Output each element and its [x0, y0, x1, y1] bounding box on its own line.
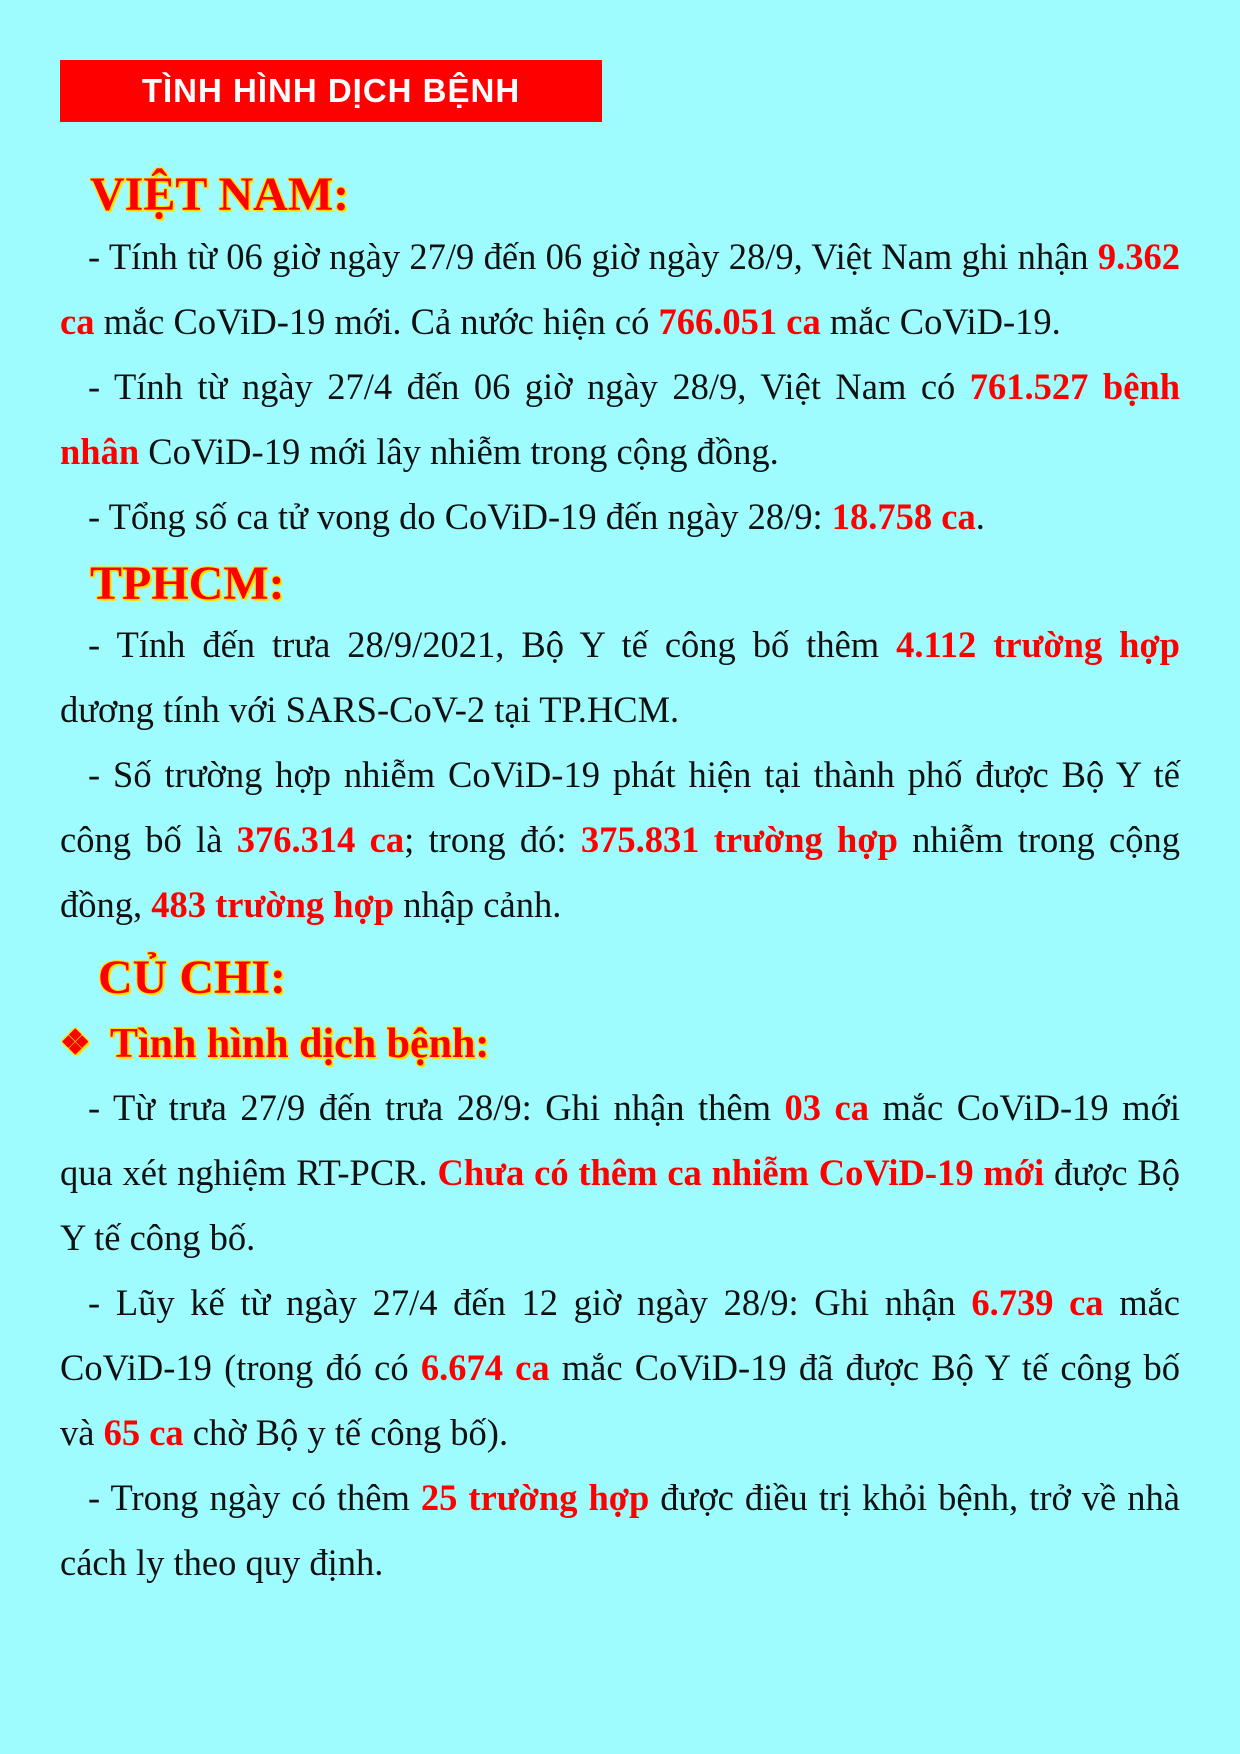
- text: mắc CoViD-19 mới qua xét nghiệm RT-PCR.: [60, 1087, 1181, 1194]
- text: nhập cảnh.: [394, 884, 562, 926]
- text: được điều trị khỏi bệnh, trở về nhà cách ly theo quy định.: [60, 1477, 1180, 1584]
- highlight-total-cases: 766.051 ca: [658, 300, 821, 342]
- text: - Tính từ 06 giờ ngày 27/9 đến 06 giờ ngày 28/9, Việt Nam ghi nhận: [88, 235, 1098, 277]
- text: - Số trường hợp nhiễm CoViD-19 phát hiện tại thành phố được Bộ Y tế công bố là: [60, 754, 1180, 861]
- text: nhiễm trong cộng đồng,: [60, 819, 1181, 926]
- cuchi-paragraph-2: [60, 1270, 1180, 1465]
- section-heading-hcm: TPHCM:: [90, 556, 285, 610]
- text: được Bộ Y tế công bố.: [60, 1152, 1180, 1259]
- cuchi-subheading: [60, 1017, 1180, 1072]
- text: - Tính đến trưa 28/9/2021, Bộ Y tế công bố thêm: [88, 624, 897, 666]
- cuchi-paragraph-1: [60, 1075, 1180, 1270]
- page-title-banner: TÌNH HÌNH DỊCH BỆNH: [60, 60, 602, 122]
- highlight-cuchi-announced: 6.674 ca: [420, 1347, 550, 1389]
- highlight-hcm-community: 375.831 trường hợp: [580, 819, 898, 861]
- text: - Tính từ ngày 27/4 đến 06 giờ ngày 28/9, Việt Nam có: [88, 365, 970, 407]
- section-heading-cuchi: CỦ CHI:: [98, 951, 286, 1005]
- highlight-cuchi-new-cases: 03 ca: [784, 1087, 869, 1129]
- highlight-community-patients: 761.527 bệnh nhân: [60, 365, 1180, 472]
- highlight-hcm-imported: 483 trường hợp: [151, 884, 395, 926]
- text: .: [975, 495, 985, 537]
- text: - Từ trưa 27/9 đến trưa 28/9: Ghi nhận thêm: [88, 1087, 785, 1129]
- text: ; trong đó:: [404, 819, 581, 861]
- section-heading-vietnam: VIỆT NAM:: [90, 168, 350, 221]
- text: mắc CoViD-19 (trong đó có: [60, 1282, 1180, 1389]
- cuchi-paragraph-3: [60, 1465, 1180, 1595]
- hcm-paragraph-2: [60, 742, 1180, 937]
- highlight-cuchi-pending: 65 ca: [103, 1412, 184, 1454]
- vietnam-paragraph-3: [60, 484, 1180, 549]
- vietnam-paragraph-2: [60, 354, 1180, 484]
- text: - Trong ngày có thêm: [88, 1477, 421, 1519]
- text: - Tổng số ca tử vong do CoViD-19 đến ngày 28/9:: [88, 495, 832, 537]
- highlight-cuchi-recovered: 25 trường hợp: [420, 1477, 650, 1519]
- text: dương tính với SARS-CoV-2 tại TP.HCM.: [60, 689, 680, 731]
- highlight-cuchi-cumulative: 6.739 ca: [971, 1282, 1104, 1324]
- text: chờ Bộ y tế công bố).: [183, 1412, 509, 1454]
- highlight-deaths: 18.758 ca: [831, 495, 976, 537]
- text: mắc CoViD-19 đã được Bộ Y tế công bố và: [60, 1347, 1181, 1454]
- vietnam-paragraph-1: [60, 224, 1180, 354]
- highlight-cuchi-no-new: Chưa có thêm ca nhiễm CoViD-19 mới: [437, 1152, 1045, 1194]
- diamond-bullet-icon: ❖: [60, 1024, 91, 1062]
- hcm-paragraph-1: [60, 612, 1180, 742]
- bulletin-content: [60, 160, 1180, 1595]
- subheading-label: Tình hình dịch bệnh:: [110, 1020, 490, 1067]
- highlight-hcm-total: 376.314 ca: [236, 819, 405, 861]
- text: - Lũy kế từ ngày 27/4 đến 12 giờ ngày 28/9: Ghi nhận: [88, 1282, 972, 1324]
- text: mắc CoViD-19 mới. Cả nước hiện có: [94, 300, 659, 342]
- text: mắc CoViD-19.: [820, 300, 1061, 342]
- highlight-hcm-new-cases: 4.112 trường hợp: [896, 624, 1180, 666]
- text: CoViD-19 mới lây nhiễm trong cộng đồng.: [139, 430, 779, 472]
- highlight-new-cases: 9.362 ca: [60, 235, 1180, 342]
